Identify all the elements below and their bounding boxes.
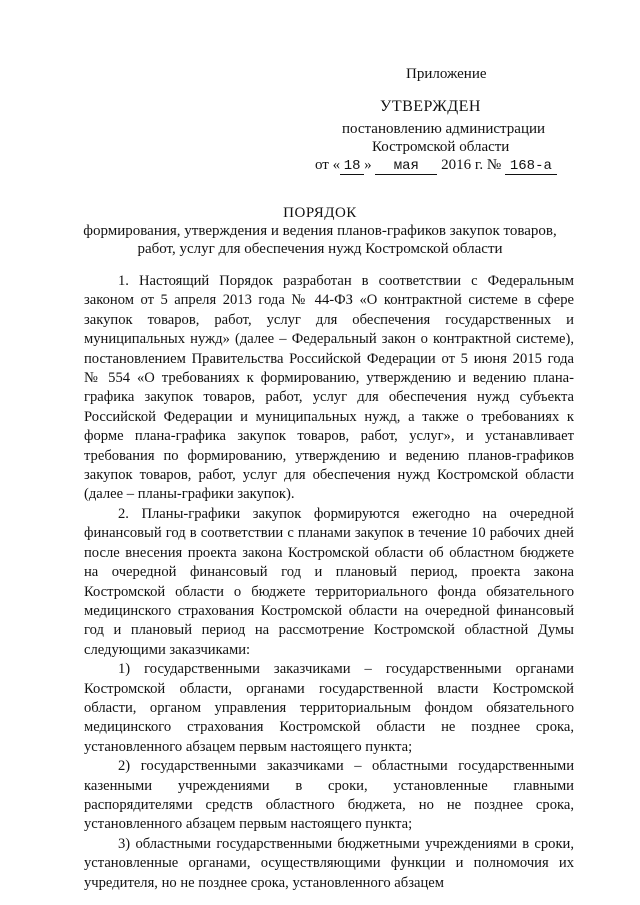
document-subtitle-line-2: работ, услуг для обеспечения нужд Костромской области [137, 241, 503, 257]
paragraph-1: 1. Настоящий Порядок разработан в соответствии с Федеральным законом от 5 апреля 2013 года № 44-ФЗ «О контрактной системе в сфере закупок товаров, работ, услуг для обеспечения государственных и муниципальных нужд» (далее – Федеральный закон о контрактной системе), постановлением Правительства Российской Федерации от 5 июня 2015 года № 554 «О требованиях к формированию, утверждению и ведению плана-графика закупок товаров, работ, услуг для обеспечения нужд субъекта Российской Федерации и муниципальных нужд, а также о требованиях к форме плана-графика закупок товаров, работ, услуг», и устанавливает требования по формированию, утверждению и ведению планов-графиков закупок товаров, работ, услуг для обеспечения нужд Костромской области (далее – планы-графики закупок). [84, 273, 574, 503]
document-title: ПОРЯДОК [283, 205, 357, 221]
resolution-month: мая [375, 159, 437, 175]
region-label: Костромской области [372, 139, 510, 155]
date-prefix: от « [315, 157, 341, 173]
resolution-number: 168-а [505, 159, 557, 175]
paragraph-2-item-3: 3) областными государственными бюджетными учреждениями в сроки, установленные органами, осуществляющими функции и полномочия их учредителя, но не позднее срока, установленного абзацем [84, 835, 574, 891]
paragraph-2-item-1: 1) государственными заказчиками – государственными органами Костромской области, органами государственной власти Костромской области, органом управления территориальным фондом обязательного медицинского страхования Костромской области не позднее срока, установленного абзацем первым настоящего пункта; [84, 661, 574, 755]
resolution-day: 18 [340, 159, 364, 175]
document-subtitle-line-1: формирования, утверждения и ведения планов-графиков закупок товаров, [83, 223, 557, 239]
approved-stamp-label: УТВЕРЖДЕН [380, 98, 481, 115]
resolution-label: постановлению администрации [342, 121, 546, 137]
paragraph-2-item-2: 2) государственными заказчиками – областными государственными казенными учреждениями в сроки, установленные главными распорядителями средств областного бюджета, но не позднее срока, установленного абзацем первым настоящего пункта; [84, 758, 574, 833]
resolution-dateline [315, 156, 557, 175]
appendix-label: Приложение [406, 66, 487, 82]
date-mid: » [364, 157, 372, 173]
document-body [84, 272, 574, 893]
paragraph-2: 2. Планы-графики закупок формируются ежегодно на очередной финансовый год в соответствии с планами закупок в течение 10 рабочих дней после внесения проекта закона Костромской области об областном бюджете на очередной финансовый год и плановый период, проекта закона Костромской области о бюджете территориального фонда обязательного медицинского страхования Костромской области на очередной финансовый год и плановый период на рассмотрение Костромской областной Думы следующими заказчиками: [84, 505, 574, 658]
year-and-number-label: 2016 г. № [441, 157, 502, 173]
